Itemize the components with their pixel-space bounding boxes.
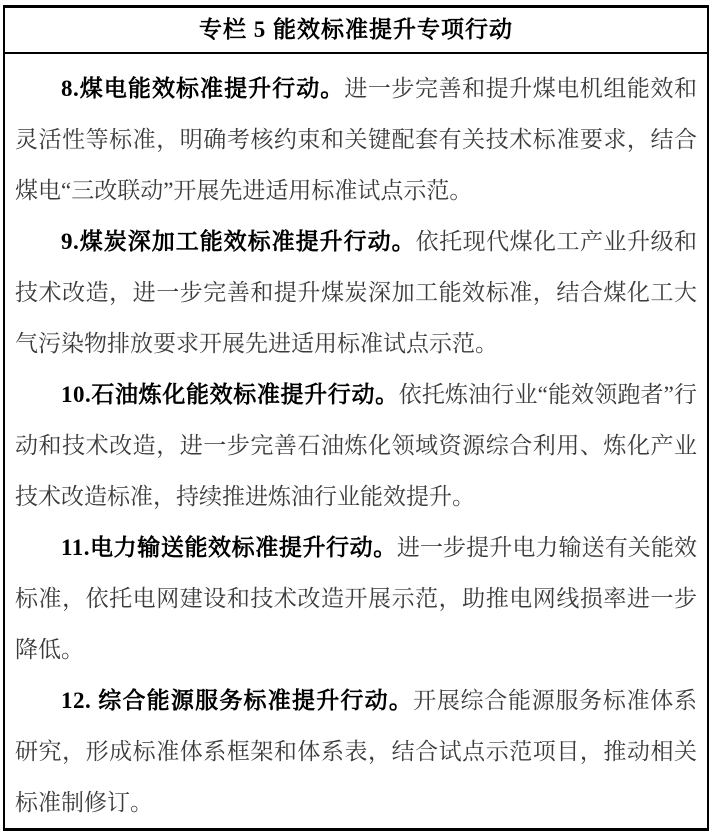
action-item-10 [15, 369, 697, 522]
item-heading: 12. 综合能源服务标准提升行动。 [61, 688, 414, 713]
item-heading: 8.煤电能效标准提升行动。 [61, 76, 345, 101]
item-body: 依托现代煤化工产业升级和技术改造，进一步完善和提升煤炭深加工能效标准，结合煤化工大气污染物排放要求开展先进适用标准试点示范。 [15, 229, 698, 356]
item-body: 进一步提升电力输送有关能效标准，依托电网建设和技术改造开展示范，助推电网线损率进一步降低。 [15, 535, 698, 662]
action-item-12 [15, 675, 697, 828]
item-heading: 10.石油炼化能效标准提升行动。 [61, 382, 399, 407]
callout-box [3, 5, 709, 831]
action-item-9 [15, 216, 697, 369]
box-body [5, 54, 707, 828]
item-heading: 11.电力输送能效标准提升行动。 [61, 535, 397, 560]
box-title: 专栏 5 能效标准提升专项行动 [5, 8, 707, 54]
action-item-11 [15, 522, 697, 675]
action-item-8 [15, 63, 697, 216]
item-body: 进一步完善和提升煤电机组能效和灵活性等标准，明确考核约束和关键配套有关技术标准要求，结合煤电“三改联动”开展先进适用标准试点示范。 [15, 76, 698, 203]
item-heading: 9.煤炭深加工能效标准提升行动。 [61, 229, 416, 254]
item-body: 开展综合能源服务标准体系研究，形成标准体系框架和体系表，结合试点示范项目，推动相关标准制修订。 [15, 688, 698, 815]
item-body: 依托炼油行业“能效领跑者”行动和技术改造，进一步完善石油炼化领域资源综合利用、炼化产业技术改造标准，持续推进炼油行业能效提升。 [15, 382, 698, 509]
